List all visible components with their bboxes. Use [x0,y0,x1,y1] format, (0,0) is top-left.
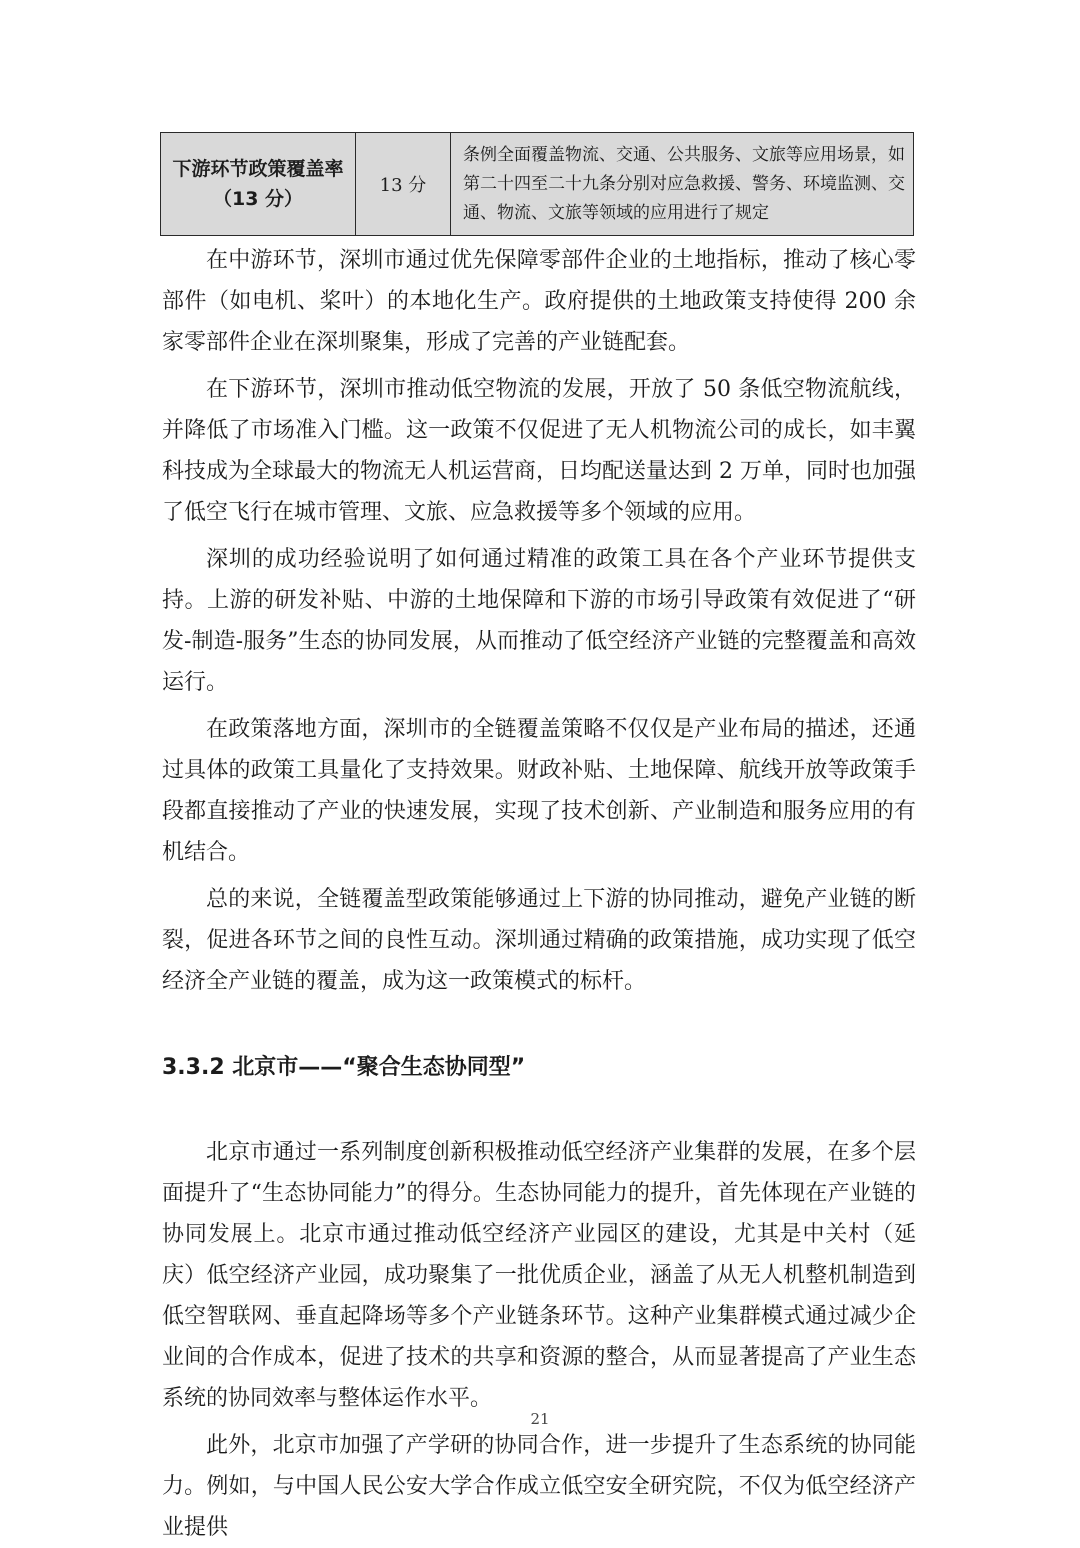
score-cell: 13 分 [356,133,451,236]
paragraph: 总的来说，全链覆盖型政策能够通过上下游的协同推动，避免产业链的断裂，促进各环节之间的良性互动。深圳通过精确的政策措施，成功实现了低空经济全产业链的覆盖，成为这一政策模式的标杆。 [162,887,916,994]
indicator-name-cell [161,133,356,236]
indicator-weight: （13 分） [212,188,304,210]
page-number: 21 [530,1410,550,1428]
section-heading: 3.3.2 北京市——“聚合生态协同型” [162,1055,526,1080]
policy-score-table [160,132,914,236]
paragraph: 在下游环节，深圳市推动低空物流的发展，开放了 50 条低空物流航线，并降低了市场准入门槛。这一政策不仅促进了无人机物流公司的成长，如丰翼科技成为全球最大的物流无人机运营商，日均配送量达到 2 万单，同时也加强了低空飞行在城市管理、文旅、应急救援等多个领域的应用。 [162,377,916,525]
description-cell: 条例全面覆盖物流、交通、公共服务、文旅等应用场景，如第二十四至二十九条分别对应急救援、警务、环境监测、交通、物流、文旅等领域的应用进行了规定 [451,133,914,236]
indicator-name: 下游环节政策覆盖率 [172,158,344,180]
paragraph: 深圳的成功经验说明了如何通过精准的政策工具在各个产业环节提供支持。上游的研发补贴、中游的土地保障和下游的市场引导政策有效促进了“研发-制造-服务”生态的协同发展，从而推动了低空经济产业链的完整覆盖和高效运行。 [162,547,916,695]
paragraph: 在中游环节，深圳市通过优先保障零部件企业的土地指标，推动了核心零部件（如电机、桨叶）的本地化生产。政府提供的土地政策支持使得 200 余家零部件企业在深圳聚集，形成了完善的产业链配套。 [162,248,916,355]
paragraph: 北京市通过一系列制度创新积极推动低空经济产业集群的发展，在多个层面提升了“生态协同能力”的得分。生态协同能力的提升，首先体现在产业链的协同发展上。北京市通过推动低空经济产业园区的建设，尤其是中关村（延庆）低空经济产业园，成功聚集了一批优质企业，涵盖了从无人机整机制造到低空智联网、垂直起降场等多个产业链条环节。这种产业集群模式通过减少企业间的合作成本，促进了技术的共享和资源的整合，从而显著提高了产业生态系统的协同效率与整体运作水平。 [162,1140,916,1411]
paragraph: 在政策落地方面，深圳市的全链覆盖策略不仅仅是产业布局的描述，还通过具体的政策工具量化了支持效果。财政补贴、土地保障、航线开放等政策手段都直接推动了产业的快速发展，实现了技术创新、产业制造和服务应用的有机结合。 [162,717,916,865]
table-row [161,133,914,236]
paragraph: 此外，北京市加强了产学研的协同合作，进一步提升了生态系统的协同能力。例如，与中国人民公安大学合作成立低空安全研究院，不仅为低空经济产业提供 [162,1433,916,1540]
body-text [162,240,916,1548]
